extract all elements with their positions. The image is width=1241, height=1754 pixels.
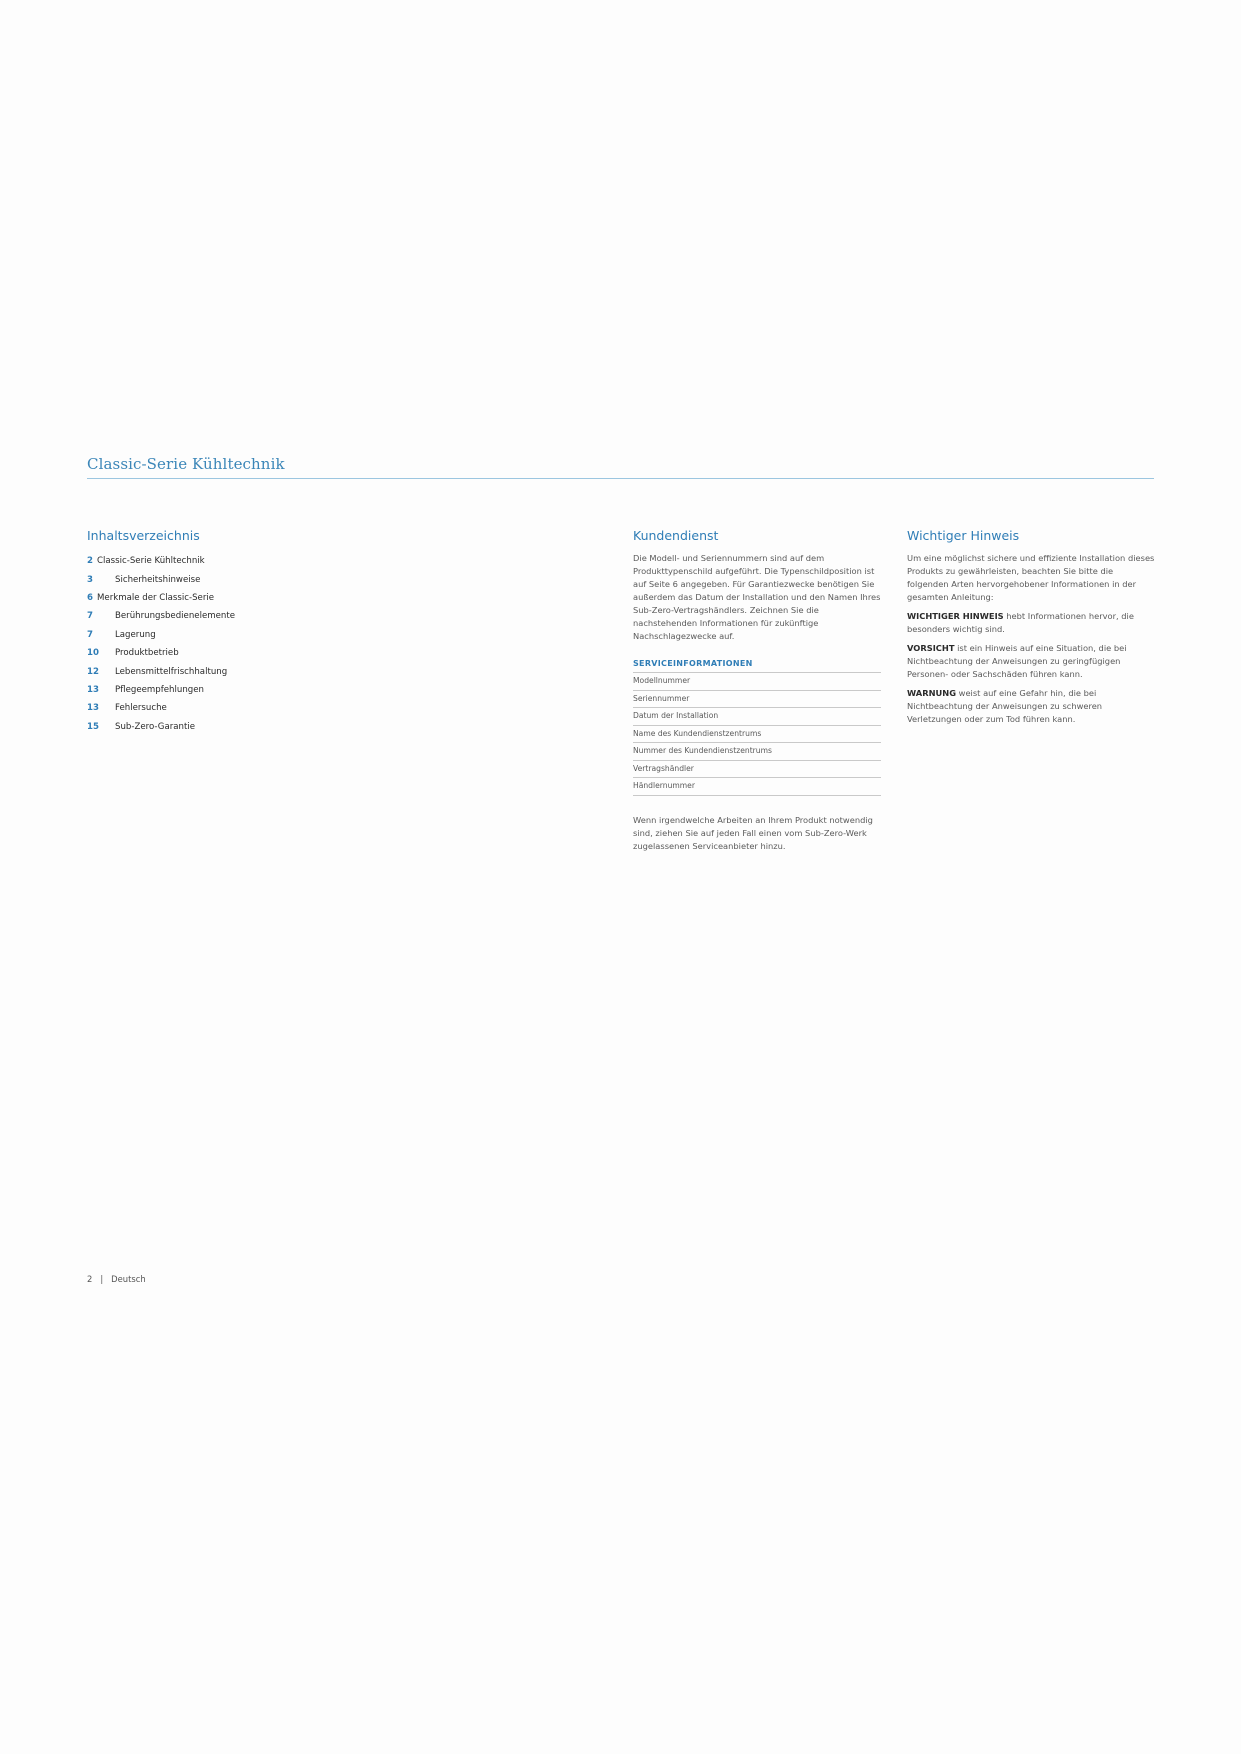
toc-item[interactable] — [87, 699, 587, 717]
notice-term: VORSICHT — [907, 643, 955, 653]
footer-language: Deutsch — [111, 1274, 146, 1284]
table-of-contents — [87, 528, 587, 736]
toc-page-number: 6 — [87, 592, 93, 603]
service-field-row: Name des Kundendienstzentrums — [633, 726, 881, 744]
notice-text: ist ein Hinweis auf eine Situation, die bei Nichtbeachtung der Anweisungen zu geringfügigen Personen- oder Sachschäden führen kann. — [907, 643, 1127, 679]
toc-page-number: 12 — [87, 666, 99, 677]
toc-label: Pflegeempfehlungen — [115, 684, 204, 695]
toc-heading: Inhaltsverzeichnis — [87, 528, 200, 543]
notice-item — [907, 687, 1155, 726]
service-info-heading: SERVICEINFORMATIONEN — [633, 659, 881, 673]
toc-label: Lebensmittelfrischhaltung — [115, 666, 228, 677]
notice-text: hebt Informationen hervor, die besonders wichtig sind. — [907, 611, 1134, 634]
service-field-row: Händlernummer — [633, 778, 881, 796]
customer-service-section — [633, 528, 881, 853]
notice-item — [907, 642, 1155, 681]
toc-page-number: 13 — [87, 703, 99, 714]
service-field-row: Nummer des Kundendienstzentrums — [633, 743, 881, 761]
toc-list — [87, 552, 587, 736]
toc-item[interactable] — [87, 662, 587, 680]
toc-page-number: 7 — [87, 629, 93, 640]
notice-term: WARNUNG — [907, 688, 957, 698]
title-divider — [87, 478, 1154, 479]
toc-item[interactable] — [87, 626, 587, 644]
page-number: 2 — [87, 1274, 93, 1284]
toc-label: Fehlersuche — [115, 703, 167, 714]
notice-items — [907, 610, 1155, 726]
toc-label: Lagerung — [115, 629, 156, 640]
important-notice-section — [907, 528, 1155, 732]
toc-page-number: 3 — [87, 574, 93, 585]
toc-page-number: 7 — [87, 611, 93, 622]
toc-label: Sicherheitshinweise — [115, 574, 201, 585]
service-footer-text: Wenn irgendwelche Arbeiten an Ihrem Produkt notwendig sind, ziehen Sie auf jeden Fall einen vom Sub-Zero-Werk zugelassenen Serviceanbieter hinzu. — [633, 814, 873, 851]
footer-separator: | — [100, 1274, 104, 1284]
toc-item[interactable] — [87, 644, 587, 662]
service-intro: Die Modell- und Seriennummern sind auf dem Produkttypenschild aufgeführt. Die Typenschildposition ist auf Seite 6 angegeben. Für Garantiezwecke benötigen Sie außerdem das Datum der Installation und den Namen Ihres Sub-Zero-Vertragshändlers. Zeichnen Sie die nachstehenden Informationen für zukünftige Nachschlagezwecke auf. — [633, 553, 881, 641]
toc-page-number: 2 — [87, 556, 93, 567]
service-field-row: Seriennummer — [633, 691, 881, 709]
toc-page-number: 13 — [87, 684, 99, 695]
toc-item[interactable] — [87, 570, 587, 588]
toc-item[interactable] — [87, 589, 587, 607]
toc-page-number: 15 — [87, 721, 99, 732]
notice-text: weist auf eine Gefahr hin, die bei Nichtbeachtung der Anweisungen zu schweren Verletzungen oder zum Tod führen kann. — [907, 688, 1103, 724]
service-field-row: Modellnummer — [633, 673, 881, 691]
notice-heading: Wichtiger Hinweis — [907, 528, 1020, 543]
notice-term: WICHTIGER HINWEIS — [907, 611, 1004, 621]
toc-label: Merkmale der Classic-Serie — [97, 592, 215, 603]
service-field-row: Vertragshändler — [633, 761, 881, 779]
service-info-table — [633, 673, 881, 796]
toc-label: Berührungsbedienelemente — [115, 611, 236, 622]
toc-label: Classic-Serie Kühltechnik — [97, 556, 205, 567]
toc-label: Produktbetrieb — [115, 648, 179, 659]
toc-item[interactable] — [87, 681, 587, 699]
page-footer — [87, 1274, 146, 1284]
notice-intro: Um eine möglichst sichere und effiziente Installation dieses Produkts zu gewährleisten, beachten Sie bitte die folgenden Arten hervorgehobener Informationen in der gesamten Anleitung: — [907, 553, 1155, 602]
notice-item — [907, 610, 1155, 636]
service-field-row: Datum der Installation — [633, 708, 881, 726]
toc-item[interactable] — [87, 718, 587, 736]
toc-page-number: 10 — [87, 648, 99, 659]
document-title: Classic-Serie Kühltechnik — [87, 455, 285, 473]
toc-label: Sub-Zero-Garantie — [115, 721, 196, 732]
toc-item[interactable] — [87, 607, 587, 625]
service-heading: Kundendienst — [633, 528, 719, 543]
toc-item[interactable] — [87, 552, 587, 570]
